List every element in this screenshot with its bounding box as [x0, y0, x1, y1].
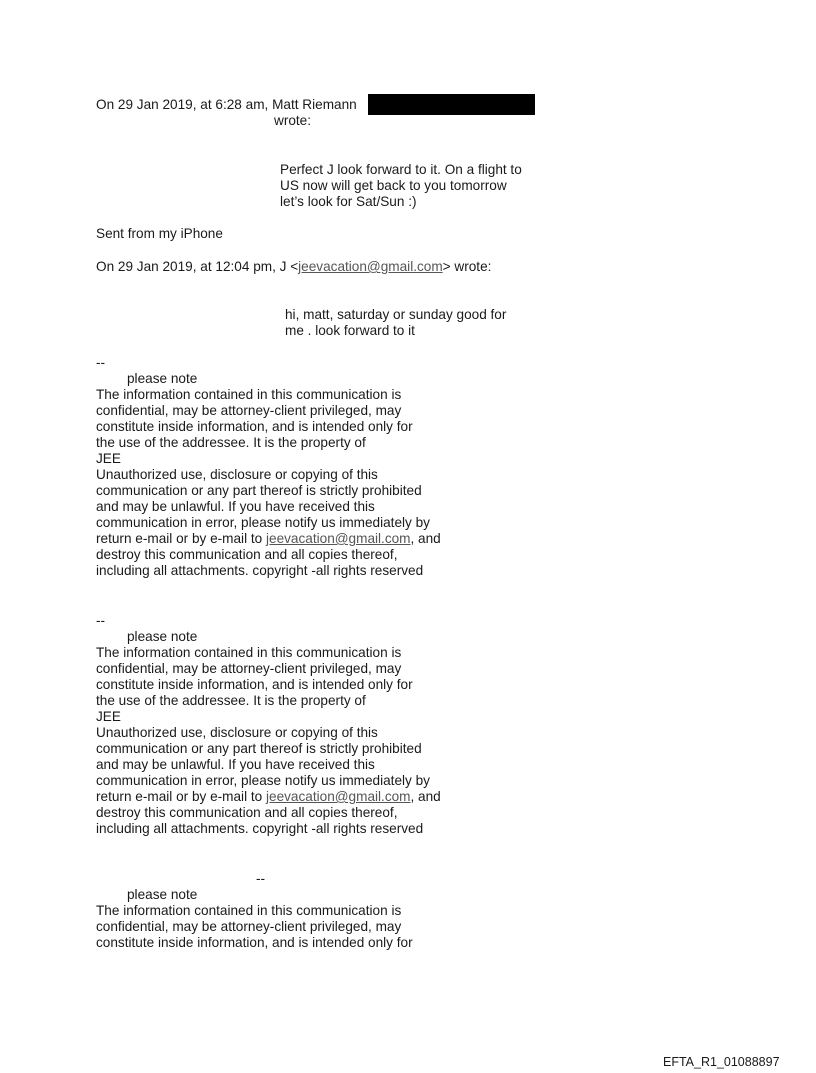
disclaimer-line: Unauthorized use, disclosure or copying of this [96, 467, 378, 482]
disclaimer-email-prefix: return e-mail or by e-mail to [96, 789, 266, 804]
disclaimer-line: Unauthorized use, disclosure or copying of this [96, 725, 378, 740]
disclaimer-line: confidential, may be attorney-client privileged, may [96, 661, 402, 676]
disclaimer-2-note: please note [127, 629, 198, 644]
disclaimer-email-suffix: , and [410, 531, 441, 546]
disclaimer-line: and may be unlawful. If you have received this [96, 757, 375, 772]
header-wrote: wrote: [274, 113, 312, 128]
reply-j-line: me . look forward to it [285, 323, 415, 338]
disclaimer-3-dashes: -- [256, 871, 266, 886]
disclaimer-email-prefix: return e-mail or by e-mail to [96, 531, 266, 546]
disclaimer-1-note: please note [127, 371, 198, 386]
disclaimer-line: confidential, may be attorney-client privileged, may [96, 919, 402, 934]
disclaimer-line: including all attachments. copyright -all rights reserved [96, 563, 424, 578]
disclaimer-line: constitute inside information, and is intended only for [96, 935, 413, 950]
disclaimer-email-link[interactable]: jeevacation@gmail.com [265, 531, 411, 546]
disclaimer-line: constitute inside information, and is intended only for [96, 677, 413, 692]
quote-header [96, 259, 491, 275]
disclaimer-line: communication or any part thereof is strictly prohibited [96, 483, 422, 498]
disclaimer-line: the use of the addressee. It is the property of [96, 435, 366, 450]
disclaimer-1-body [96, 387, 441, 579]
quote-header-suffix: > wrote: [442, 259, 492, 274]
document-id: EFTA_R1_01088897 [663, 1055, 780, 1069]
disclaimer-line: destroy this communication and all copies thereof, [96, 805, 398, 820]
disclaimer-email-suffix: , and [410, 789, 441, 804]
reply-matt [280, 162, 522, 210]
disclaimer-line: JEE [96, 709, 121, 724]
reply-matt-line: Perfect J look forward to it. On a flight to [280, 162, 522, 177]
disclaimer-line: The information contained in this communication is [96, 645, 402, 660]
disclaimer-line: communication or any part thereof is strictly prohibited [96, 741, 422, 756]
disclaimer-line: the use of the addressee. It is the property of [96, 693, 366, 708]
redacted-email-block [368, 94, 535, 115]
disclaimer-line: destroy this communication and all copies thereof, [96, 547, 398, 562]
disclaimer-email-link[interactable]: jeevacation@gmail.com [265, 789, 411, 804]
disclaimer-line: communication in error, please notify us immediately by [96, 773, 430, 788]
disclaimer-line: JEE [96, 451, 121, 466]
reply-j-line: hi, matt, saturday or sunday good for [285, 307, 507, 322]
disclaimer-3-body [96, 903, 413, 951]
disclaimer-2-dashes: -- [96, 613, 106, 628]
disclaimer-1-dashes: -- [96, 355, 106, 370]
reply-matt-line: let’s look for Sat/Sun :) [280, 194, 417, 209]
signature: Sent from my iPhone [96, 226, 223, 241]
quote-header-email-link[interactable]: jeevacation@gmail.com [298, 259, 443, 274]
disclaimer-line: The information contained in this communication is [96, 903, 402, 918]
header-sender-text: On 29 Jan 2019, at 6:28 am, Matt Riemann [96, 97, 357, 112]
disclaimer-line: confidential, may be attorney-client privileged, may [96, 403, 402, 418]
disclaimer-line: communication in error, please notify us immediately by [96, 515, 430, 530]
quote-header-prefix: On 29 Jan 2019, at 12:04 pm, J < [96, 259, 299, 274]
header-line-1 [96, 97, 357, 113]
reply-j [285, 307, 506, 339]
disclaimer-email-line [96, 531, 441, 547]
disclaimer-2-body [96, 645, 441, 837]
disclaimer-line: The information contained in this communication is [96, 387, 402, 402]
reply-matt-line: US now will get back to you tomorrow [280, 178, 507, 193]
disclaimer-line: including all attachments. copyright -all rights reserved [96, 821, 424, 836]
disclaimer-line: and may be unlawful. If you have received this [96, 499, 375, 514]
disclaimer-3-note: please note [127, 887, 198, 902]
disclaimer-line: constitute inside information, and is intended only for [96, 419, 413, 434]
disclaimer-email-line [96, 789, 441, 805]
